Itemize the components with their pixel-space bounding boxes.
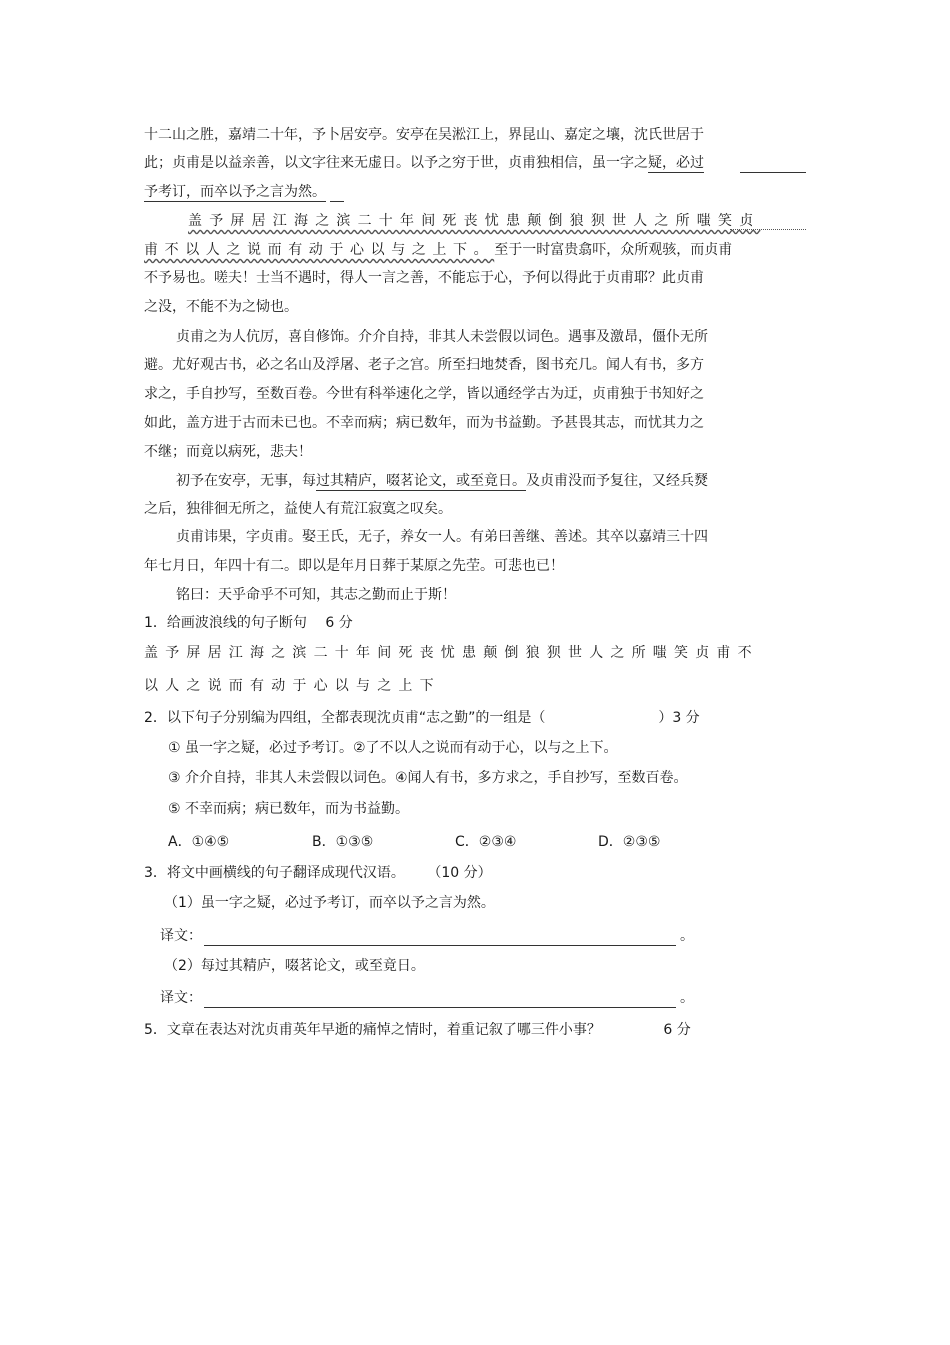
passage-p1-line3	[144, 182, 326, 202]
question-2-option-b[interactable]: B．①③⑤	[312, 834, 374, 850]
passage-p3-line1: 贞甫之为人伉厉，喜自修饰。介介自持，非其人未尝假以词色。遇事及激昂，僵仆无所	[176, 329, 708, 345]
end-mark: 。	[680, 990, 694, 1006]
passage-p3-line2: 避。尤好观古书，必之名山及浮屠、老子之宫。所至扫地焚香，图书充几。闻人有书，多方	[144, 357, 704, 373]
passage-p2-line4: 之没，不能不为之恸也。	[144, 299, 298, 315]
question-1-label: 1．给画波浪线的句子断句	[144, 615, 307, 631]
wavy-sentence-b: 甫不以人之说而有动于心以与之上下。	[144, 242, 495, 258]
question-2-item-c: ⑤ 不幸而病；病已数年，而为书益勤。	[168, 801, 409, 817]
passage-p3-line4: 如此，盖方进于古而未已也。不幸而病；病已数年，而为书益勤。予甚畏其志，而忧其力之	[144, 415, 704, 431]
passage-p5-line1: 贞甫讳果，字贞甫。娶王氏，无子，养女一人。有弟曰善继、善述。其卒以嘉靖三十四	[176, 529, 708, 545]
answer-1-blank[interactable]	[204, 931, 676, 946]
answer-2-blank[interactable]	[204, 993, 676, 1008]
question-3-sentence-1: （1）虽一字之疑，必过予考订，而卒以予之言为然。	[164, 895, 495, 911]
question-2-item-a: ① 虽一字之疑，必过予考订。②了不以人之说而有动于心，以与之上下。	[168, 740, 618, 756]
passage-p2-line1	[188, 211, 760, 231]
underlined-sentence-1b: 予考订，而卒以予之言为然。	[144, 184, 326, 200]
question-3	[144, 863, 492, 883]
underlined-sentence-1a: 疑，必过	[648, 155, 704, 171]
question-2-score: ）3 分	[658, 710, 700, 726]
passage-p1-line1: 十二山之胜，嘉靖二十年，予卜居安亭。安亭在吴淞江上，界昆山、嘉定之壤，沈氏世居于	[144, 127, 704, 143]
passage-p4-line1	[176, 471, 708, 491]
wavy-extension	[730, 229, 806, 230]
question-3-answer-2	[160, 988, 694, 1008]
question-2	[144, 708, 700, 728]
passage-inscription: 铭曰：天乎命乎不可知，其志之勤而止于斯！	[176, 587, 456, 603]
question-2-item-b: ③ 介介自持，非其人未尝假以词色。④闻人有书，多方求之，手自抄写，至数百卷。	[168, 770, 688, 786]
passage-text: 至于一时富贵翕吓，众所观骇，而贞甫	[494, 242, 733, 258]
passage-p2-line3: 不予易也。嗟夫！士当不遇时，得人一言之善，不能忘于心，予何以得此于贞甫耶？此贞甫	[144, 270, 704, 286]
question-1-text-line1: 盖予屏居江海之滨二十年间死丧忧患颠倒狼狈世人之所嗤笑贞甫不	[144, 645, 759, 661]
question-1	[144, 613, 353, 633]
underlined-sentence-2: 过其精庐，啜茗论文，或至竟日。	[316, 473, 526, 489]
question-3-answer-1	[160, 926, 694, 946]
question-5	[144, 1020, 691, 1040]
passage-p4-line2: 之后，独徘徊无所之，益使人有荒江寂寞之叹矣。	[144, 501, 452, 517]
question-2-option-a[interactable]: A．①④⑤	[168, 834, 230, 850]
wavy-sentence-a: 盖予屏居江海之滨二十年间死丧忧患颠倒狼狈世人之所嗤笑贞	[188, 213, 761, 229]
question-1-text-line2: 以人之说而有动于心以与之上下	[144, 678, 441, 694]
answer-label: 译文：	[160, 990, 202, 1006]
question-3-label: 3．将文中画横线的句子翻译成现代汉语。	[144, 865, 405, 881]
answer-label: 译文：	[160, 928, 202, 944]
passage-text: 此；贞甫是以益亲善，以文字往来无虚日。以予之穷于世，贞甫独相信，虽一字之	[144, 155, 648, 171]
passage-p3-line5: 不继；而竟以病死，悲夫！	[144, 444, 312, 460]
question-5-score: 6 分	[663, 1022, 691, 1038]
end-mark: 。	[680, 928, 694, 944]
passage-text: 及贞甫没而予复往，又经兵燹	[526, 473, 708, 489]
underline-extension	[330, 201, 344, 202]
underline-extension	[740, 172, 806, 173]
passage-p5-line2: 年七月日，年四十有二。即以是年月日葬于某原之先茔。可悲也已！	[144, 558, 564, 574]
passage-text: 初予在安亭，无事，每	[176, 473, 316, 489]
question-3-sentence-2: （2）每过其精庐，啜茗论文，或至竟日。	[164, 958, 425, 974]
question-2-label: 2．以下句子分别编为四组，全都表现沈贞甫“志之勤”的一组是（	[144, 710, 546, 726]
question-5-label: 5．文章在表达对沈贞甫英年早逝的痛悼之情时，着重记叙了哪三件小事？	[144, 1022, 601, 1038]
question-3-score: （10 分）	[427, 865, 492, 881]
passage-p1-line2	[144, 153, 704, 173]
passage-p2-line2	[144, 240, 732, 260]
question-2-option-d[interactable]: D．②③⑤	[598, 834, 661, 850]
question-1-score: 6 分	[325, 615, 353, 631]
passage-p3-line3: 求之，手自抄写，至数百卷。今世有科举速化之学，皆以通经学古为迂，贞甫独于书知好之	[144, 386, 704, 402]
question-2-option-c[interactable]: C．②③④	[455, 834, 517, 850]
